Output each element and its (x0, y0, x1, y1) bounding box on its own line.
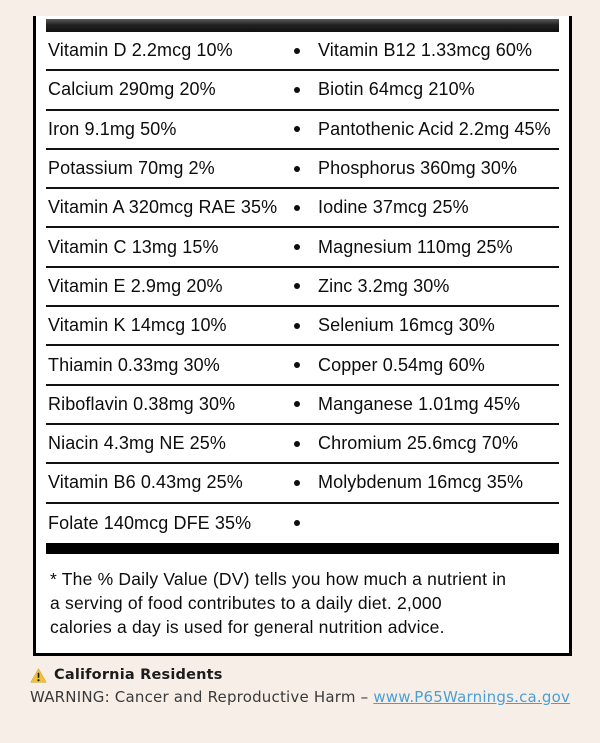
bullet-icon (288, 48, 306, 54)
bullet-icon (288, 401, 306, 407)
thick-separator-bottom (46, 543, 559, 554)
nutrient-row (46, 32, 559, 71)
thick-separator-top (46, 19, 559, 32)
bullet-icon (288, 323, 306, 329)
daily-value-footnote (46, 554, 559, 639)
bullet-icon (288, 126, 306, 132)
footnote-line-1: * The % Daily Value (DV) tells you how much a nutrient in (50, 568, 507, 589)
footnote-line-2: a serving of food contributes to a daily diet. 2,000 (50, 592, 442, 613)
bullet-icon (288, 283, 306, 289)
bullet-icon (288, 205, 306, 211)
nutrient-row (46, 307, 559, 346)
nutrient-right: Iodine 37mcg 25% (318, 197, 469, 218)
nutrient-right: Zinc 3.2mg 30% (318, 275, 450, 296)
nutrient-table (46, 32, 559, 543)
nutrient-left: Iron 9.1mg 50% (48, 118, 177, 139)
nutrient-left: Vitamin B6 0.43mg 25% (48, 472, 243, 493)
nutrient-left: Folate 140mcg DFE 35% (48, 512, 252, 533)
nutrient-row (46, 150, 559, 189)
nutrient-row (46, 425, 559, 464)
bullet-icon (288, 480, 306, 486)
nutrient-left: Vitamin E 2.9mg 20% (48, 275, 223, 296)
footnote-line-3: calories a day is used for general nutrition advice. (50, 616, 445, 637)
nutrient-right: Pantothenic Acid 2.2mg 45% (318, 118, 551, 139)
california-heading-row (30, 667, 575, 683)
warning-triangle-icon (30, 668, 47, 683)
bullet-icon (288, 87, 306, 93)
nutrient-row (46, 346, 559, 385)
california-warning-section (30, 667, 575, 706)
bullet-icon (288, 244, 306, 250)
bullet-icon (288, 441, 306, 447)
nutrient-left: Potassium 70mg 2% (48, 158, 215, 179)
nutrition-label (33, 16, 572, 656)
nutrient-row (46, 189, 559, 228)
nutrient-right: Chromium 25.6mcg 70% (318, 433, 519, 454)
nutrient-left: Niacin 4.3mg NE 25% (48, 433, 226, 454)
warning-text: WARNING: Cancer and Reproductive Harm – (30, 688, 374, 706)
p65-warnings-link[interactable]: www.P65Warnings.ca.gov (373, 688, 571, 706)
bullet-icon (288, 166, 306, 172)
bullet-icon (288, 362, 306, 368)
nutrient-right: Biotin 64mcg 210% (318, 79, 475, 100)
nutrient-right: Selenium 16mcg 30% (318, 315, 495, 336)
california-residents-heading: California Residents (54, 667, 223, 683)
nutrient-row (46, 504, 559, 543)
nutrient-row (46, 464, 559, 503)
nutrient-right: Manganese 1.01mg 45% (318, 393, 521, 414)
nutrient-right: Vitamin B12 1.33mcg 60% (318, 40, 533, 61)
nutrient-left: Vitamin K 14mcg 10% (48, 315, 227, 336)
bullet-icon (288, 520, 306, 526)
p65-warning-text (30, 688, 575, 706)
nutrient-left: Thiamin 0.33mg 30% (48, 354, 220, 375)
nutrient-right: Magnesium 110mg 25% (318, 236, 513, 257)
nutrient-row (46, 386, 559, 425)
nutrient-left: Vitamin D 2.2mcg 10% (48, 40, 233, 61)
nutrient-row (46, 111, 559, 150)
nutrient-left: Calcium 290mg 20% (48, 79, 216, 100)
nutrient-left: Vitamin C 13mg 15% (48, 236, 219, 257)
nutrient-row (46, 268, 559, 307)
nutrient-right: Molybdenum 16mcg 35% (318, 472, 524, 493)
nutrient-right: Copper 0.54mg 60% (318, 354, 485, 375)
nutrient-left: Vitamin A 320mcg RAE 35% (48, 197, 278, 218)
nutrient-left: Riboflavin 0.38mg 30% (48, 393, 236, 414)
nutrient-row (46, 228, 559, 267)
nutrient-right: Phosphorus 360mg 30% (318, 158, 518, 179)
nutrient-row (46, 71, 559, 110)
